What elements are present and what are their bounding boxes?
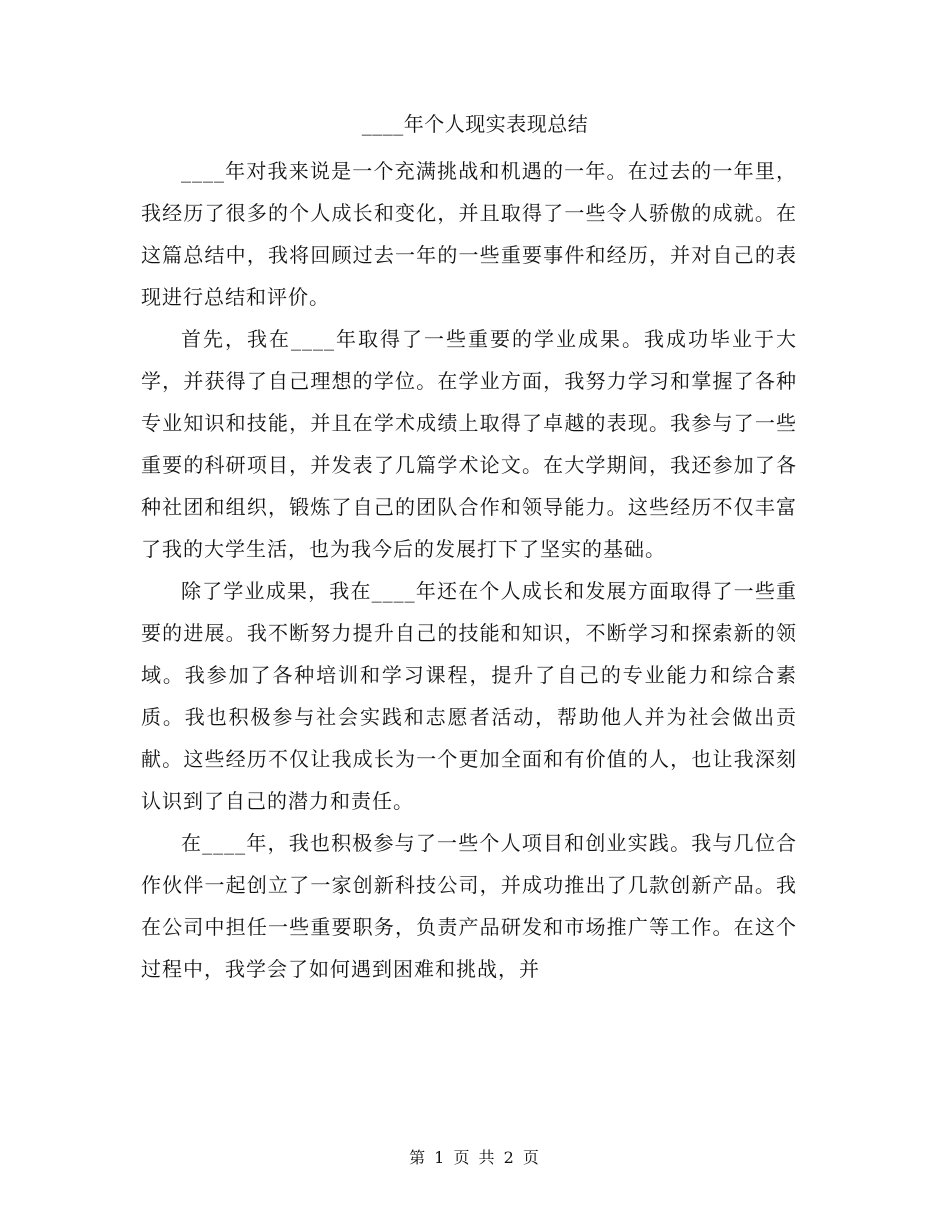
paragraph-2: 首先，我在____年取得了一些重要的学业成果。我成功毕业于大学，并获得了自己理想的学位。在学业方面，我努力学习和掌握了各种专业知识和技能，并且在学术成绩上取得了卓越的表现。我参与了一些重要的科研项目，并发表了几篇学术论文。在大学期间，我还参加了各种社团和组织，锻炼了自己的团队合作和领导能力。这些经历不仅丰富了我的大学生活，也为我今后的发展打下了坚实的基础。 [141,327,797,561]
paragraph-4: 在____年，我也积极参与了一些个人项目和创业实践。我与几位合作伙伴一起创立了一家创新科技公司，并成功推出了几款创新产品。我在公司中担任一些重要职务，负责产品研发和市场推广等工作。在这个过程中，我学会了如何遇到困难和挑战，并 [141,831,797,981]
document-title: ____年个人现实表现总结 [361,112,589,136]
document-body [141,150,797,990]
page-number-footer: 第 1 页 共 2 页 [409,1148,541,1167]
paragraph-1: ____年对我来说是一个充满挑战和机遇的一年。在过去的一年里，我经历了很多的个人成长和变化，并且取得了一些令人骄傲的成就。在这篇总结中，我将回顾过去一年的一些重要事件和经历，并对自己的表现进行总结和评价。 [141,159,797,309]
paragraph-3: 除了学业成果，我在____年还在个人成长和发展方面取得了一些重要的进展。我不断努力提升自己的技能和知识，不断学习和探索新的领域。我参加了各种培训和学习课程，提升了自己的专业能力和综合素质。我也积极参与社会实践和志愿者活动，帮助他人并为社会做出贡献。这些经历不仅让我成长为一个更加全面和有价值的人，也让我深刻认识到了自己的潜力和责任。 [141,579,797,813]
